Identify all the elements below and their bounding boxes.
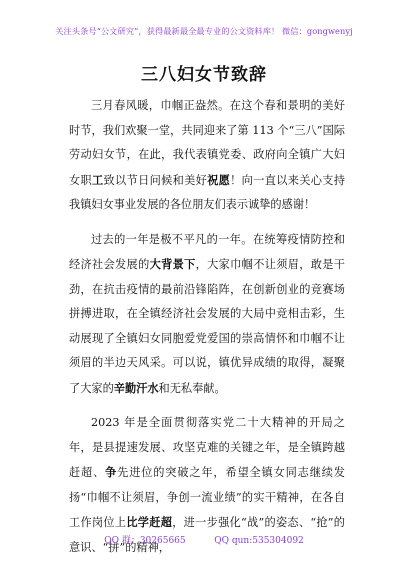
- emphasis-text: 大背景下: [149, 257, 196, 271]
- document-body: [69, 94, 345, 570]
- body-text: ，大家巾帼不让须眉，敢是干劲，在抗击疫情的最前沿锋陷阵，在创新创业的竞赛场拼搏进取，在全镇经济社会发展的大局中竞相击彩，生动展现了全镇妇女同胞爱党爱国的崇高情怀和巾帼不让须眉的半边天风采。可以说，镇优异成绩的取得，凝聚了大家的: [69, 258, 345, 395]
- body-text: 过去的一年是极不平凡的一年。在统筹疫情防控和经济社会发展的: [69, 232, 345, 271]
- body-text: ！向一直以来关心支持我镇妇女事业发展的各位朋友们表示诚挚的感谢！: [69, 173, 345, 211]
- body-text: 三月春风暖，巾帼正盎然。在这个春和景明的美好时节，我们欢聚一堂，共同迎来了第 113 个“三八”国际劳动妇女节，在此，我代表镇党委、政府向全镇广大妇女职: [69, 99, 345, 187]
- emphasis-text: 比学赶超: [126, 515, 173, 529]
- emphasis-text: 争: [105, 465, 118, 479]
- page-title: 三八妇女节致辞: [141, 65, 267, 85]
- paragraph-2: [69, 228, 345, 402]
- body-text: 和无私奉献。: [158, 381, 226, 395]
- body-text: 致以节日问候和美好: [103, 173, 208, 187]
- body-text: ，进一步强化“战”的姿态、“抢”的意识、“拼”的精神，: [69, 516, 345, 554]
- body-text: 2023 年是全面贯彻落实党二十大精神的开局之年，是县提速发展、攻坚克难的关键之年，是全镇跨越赶超、: [69, 416, 345, 479]
- emphasis-text: 工: [92, 172, 104, 187]
- body-text: 先进位的突破之年，希望全镇女同志继续发扬“巾帼不让须眉，争创一流业绩”的实干精神，在各自工作岗位上: [69, 466, 345, 529]
- paragraph-1: [69, 94, 345, 218]
- footer-contact: QQ 群：30265665 QQ qun:535304092: [104, 536, 304, 546]
- emphasis-text: 辛勤汗水: [113, 380, 159, 395]
- emphasis-text: 祝愿: [207, 172, 231, 187]
- header-watermark-note: 关注头条号“公文研究”，获得最新最全最专业的公文资料库！ 微信：gongwenyj: [55, 26, 353, 36]
